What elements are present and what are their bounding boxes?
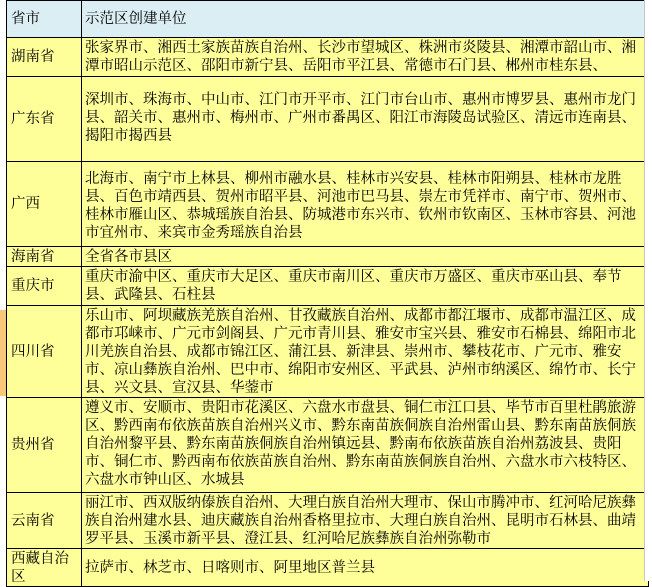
units-cell[interactable]: 丽江市、西双版纳傣族自治州、大理白族自治州大理市、保山市腾冲市、红河哈尼族彝族自治州建水县、迪庆藏族自治州香格里拉市、大理白族自治州、昆明市石林县、曲靖罗平县、玉溪市新平县、澄江县、红河哈尼族彝族自治州弥勒市 <box>82 493 649 549</box>
province-cell[interactable]: 广东省 <box>7 77 82 162</box>
table-row-yunnan <box>7 493 649 549</box>
province-cell[interactable]: 云南省 <box>7 493 82 549</box>
units-cell[interactable]: 张家界市、湘西土家族苗族自治州、长沙市望城区、株洲市炎陵县、湘潭市韶山市、湘潭市昭山示范区、邵阳市新宁县、岳阳市平江县、常德市石门县、郴州市桂东县、 <box>82 38 649 77</box>
province-cell[interactable]: 湖南省 <box>7 38 82 77</box>
units-cell[interactable]: 重庆市渝中区、重庆市大足区、重庆市南川区、重庆市万盛区、重庆市巫山县、奉节县、武隆县、石柱县 <box>82 267 649 306</box>
table-row-guangxi <box>7 162 649 247</box>
units-cell[interactable]: 乐山市、阿坝藏族羌族自治州、甘孜藏族自治州、成都市都江堰市、成都市温江区、成都市邛崃市、广元市剑阁县、广元市青川县、雅安市宝兴县、雅安市石棉县、绵阳市北川羌族自治县、成都市锦江区、蒲江县、新津县、崇州市、攀枝花市、广元市、雅安市、凉山彝族自治州、巴中市、绵阳市安州区、平武县、泸州市纳溪区、绵竹市、长宁县、兴文县、宣汉县、华蓥市 <box>82 306 649 398</box>
table-row-hainan <box>7 247 649 267</box>
province-cell[interactable]: 广西 <box>7 162 82 247</box>
province-cell[interactable]: 海南省 <box>7 247 82 267</box>
table-row-chongqing <box>7 267 649 306</box>
table-row-guizhou <box>7 398 649 493</box>
table-header-row <box>7 1 649 38</box>
units-cell[interactable]: 遵义市、安顺市、贵阳市花溪区、六盘水市盘县、铜仁市江口县、毕节市百里杜鹃旅游区、黔西南布依族苗族自治州兴义市、黔东南苗族侗族自治州雷山县、黔东南苗族侗族自治州黎平县、黔东南苗族侗族自治州镇远县、黔南布依族苗族自治州荔波县、贵阳市、铜仁市、黔西南布依族苗族自治州、黔东南苗族侗族自治州、六盘水市六枝特区、六盘水市钟山区、水城县 <box>82 398 649 493</box>
header-province[interactable]: 省市 <box>7 1 82 38</box>
units-cell[interactable]: 北海市、南宁市上林县、柳州市融水县、桂林市兴安县、桂林市阳朔县、桂林市龙胜县、百色市靖西县、贺州市昭平县、河池市巴马县、崇左市凭祥市、南宁市、贺州市、桂林市雁山区、恭城瑶族自治县、防城港市东兴市、钦州市钦南区、玉林市容县、河池市宜州市、来宾市金秀瑶族自治县 <box>82 162 649 247</box>
units-cell[interactable]: 全省各市县区 <box>82 247 649 267</box>
table-row-hunan <box>7 38 649 77</box>
table-row-sichuan <box>7 306 649 398</box>
province-cell[interactable]: 重庆市 <box>7 267 82 306</box>
units-cell[interactable]: 拉萨市、林芝市、日喀则市、阿里地区普兰县 <box>82 549 649 587</box>
scroll-edge <box>644 0 652 581</box>
table-row-guangdong <box>7 77 649 162</box>
units-cell[interactable]: 深圳市、珠海市、中山市、江门市开平市、江门市台山市、惠州市博罗县、惠州市龙门县、韶关市、惠州市、梅州市、广州市番禺区、阳江市海陵岛试验区、清远市连南县、揭阳市揭西县 <box>82 77 649 162</box>
province-cell[interactable]: 贵州省 <box>7 398 82 493</box>
province-cell[interactable]: 四川省 <box>7 306 82 398</box>
province-cell[interactable]: 西藏自治区 <box>7 549 82 587</box>
header-units[interactable]: 示范区创建单位 <box>82 1 649 38</box>
demonstration-zone-table <box>6 0 649 587</box>
